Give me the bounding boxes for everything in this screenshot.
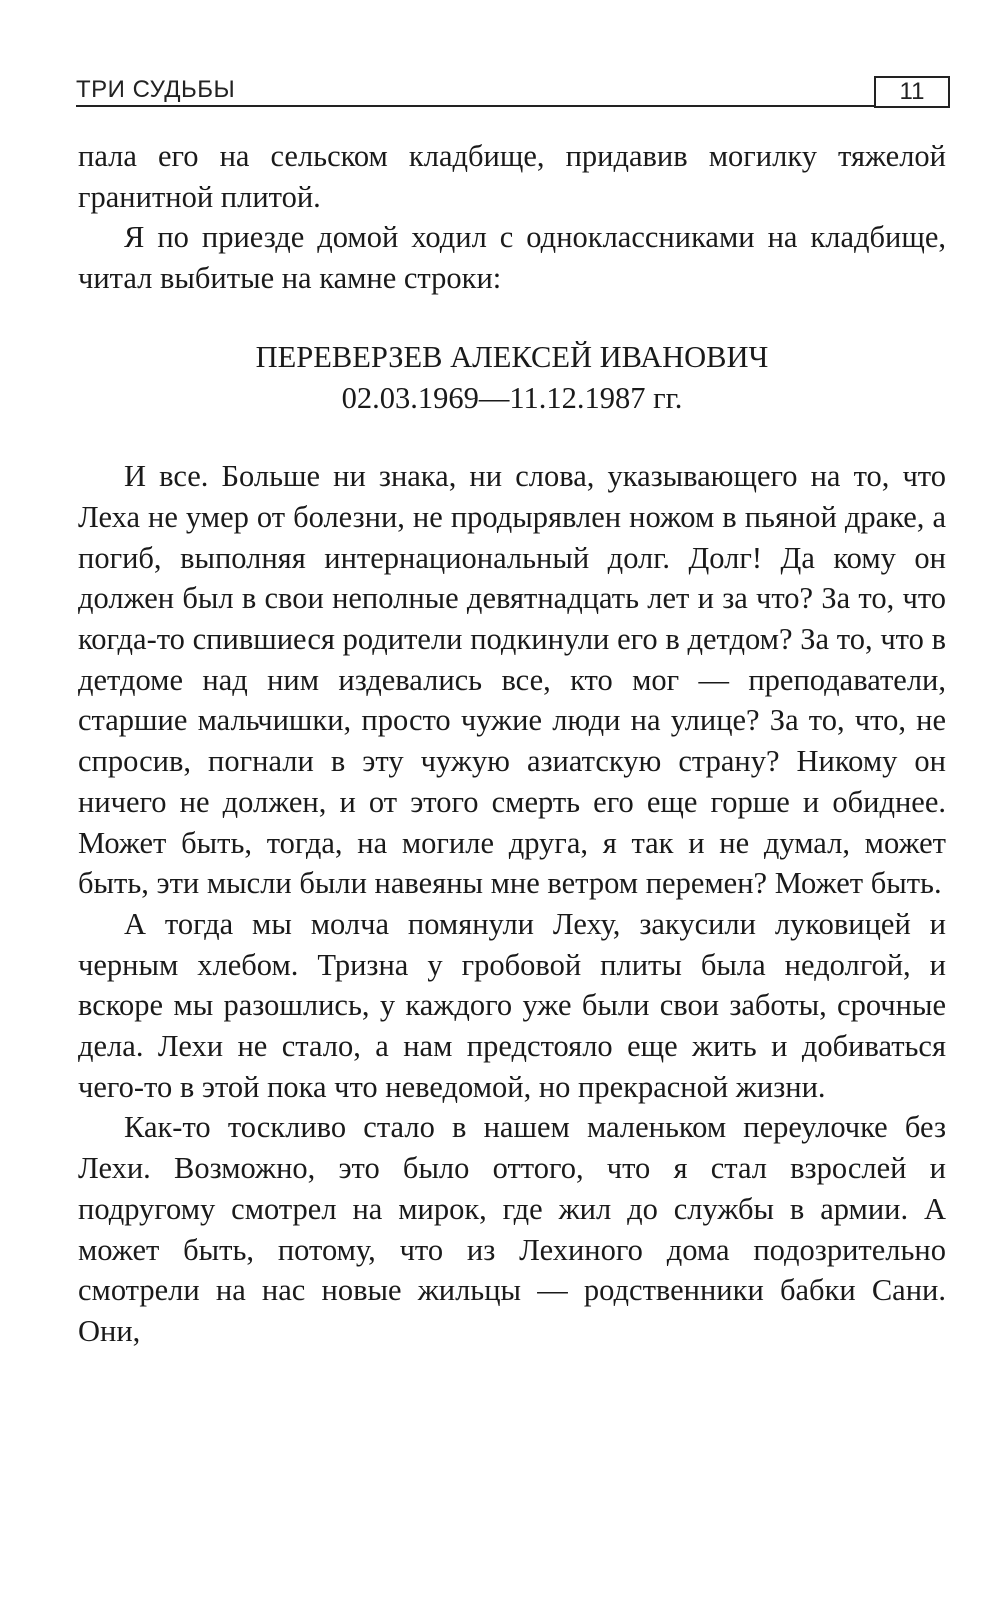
- paragraph-continuation: пала его на сельском кладбище, придавив могилку тяжелой гранитной плитой.: [78, 139, 946, 214]
- page-number: 11: [874, 76, 950, 108]
- header-rule: [76, 105, 876, 107]
- paragraph: И все. Больше ни знака, ни слова, указывающего на то, что Леха не умер от болезни, не продырявлен ножом в пьяной драке, а погиб, выполняя интернациональный долг. Долг! Да кому он должен был в свои неполные девятнадцать лет и за что? За то, что когда-то спившиеся родители подкинули его в детдом? За то, что в детдоме над ним издевались все, кто мог — преподаватели, старшие мальчишки, просто чужие люди на улице? За то, что, не спросив, погнали в эту чужую азиатскую страну? Никому он ничего не должен, и от этого смерть его еще горше и обиднее. Может быть, тогда, на могиле друга, я так и не думал, может быть, эти мысли были навеяны мне ветром перемен? Может быть.: [78, 459, 946, 901]
- page-body: [78, 136, 946, 1352]
- page-header: [76, 76, 948, 106]
- paragraph: Я по приезде домой ходил с одноклассниками на кладбище, читал выбитые на камне строки:: [78, 220, 946, 296]
- epitaph: [78, 337, 946, 418]
- epitaph-name: ПЕРЕВЕРЗЕВ АЛЕКСЕЙ ИВАНОВИЧ: [255, 339, 769, 374]
- paragraph: Как-то тоскливо стало в нашем маленьком переулочке без Лехи. Возможно, это было оттого, что я стал взрослей и подругому смотрел на мирок, где жил до службы в армии. А может быть, потому, что из Лехиного дома подозрительно смотрели на нас новые жильцы — родственники бабки Сани. Они,: [78, 1110, 946, 1348]
- epitaph-dates: 02.03.1969—11.12.1987 гг.: [341, 380, 683, 415]
- paragraph: А тогда мы молча помянули Леху, закусили луковицей и черным хлебом. Тризна у гробовой плиты была недолгой, и вскоре мы разошлись, у каждого уже были свои заботы, срочные дела. Лехи не стало, а нам предстояло еще жить и добиваться чего-то в этой пока что неведомой, но прекрасной жизни.: [78, 906, 946, 1104]
- running-title: ТРИ СУДЬБЫ: [76, 76, 236, 103]
